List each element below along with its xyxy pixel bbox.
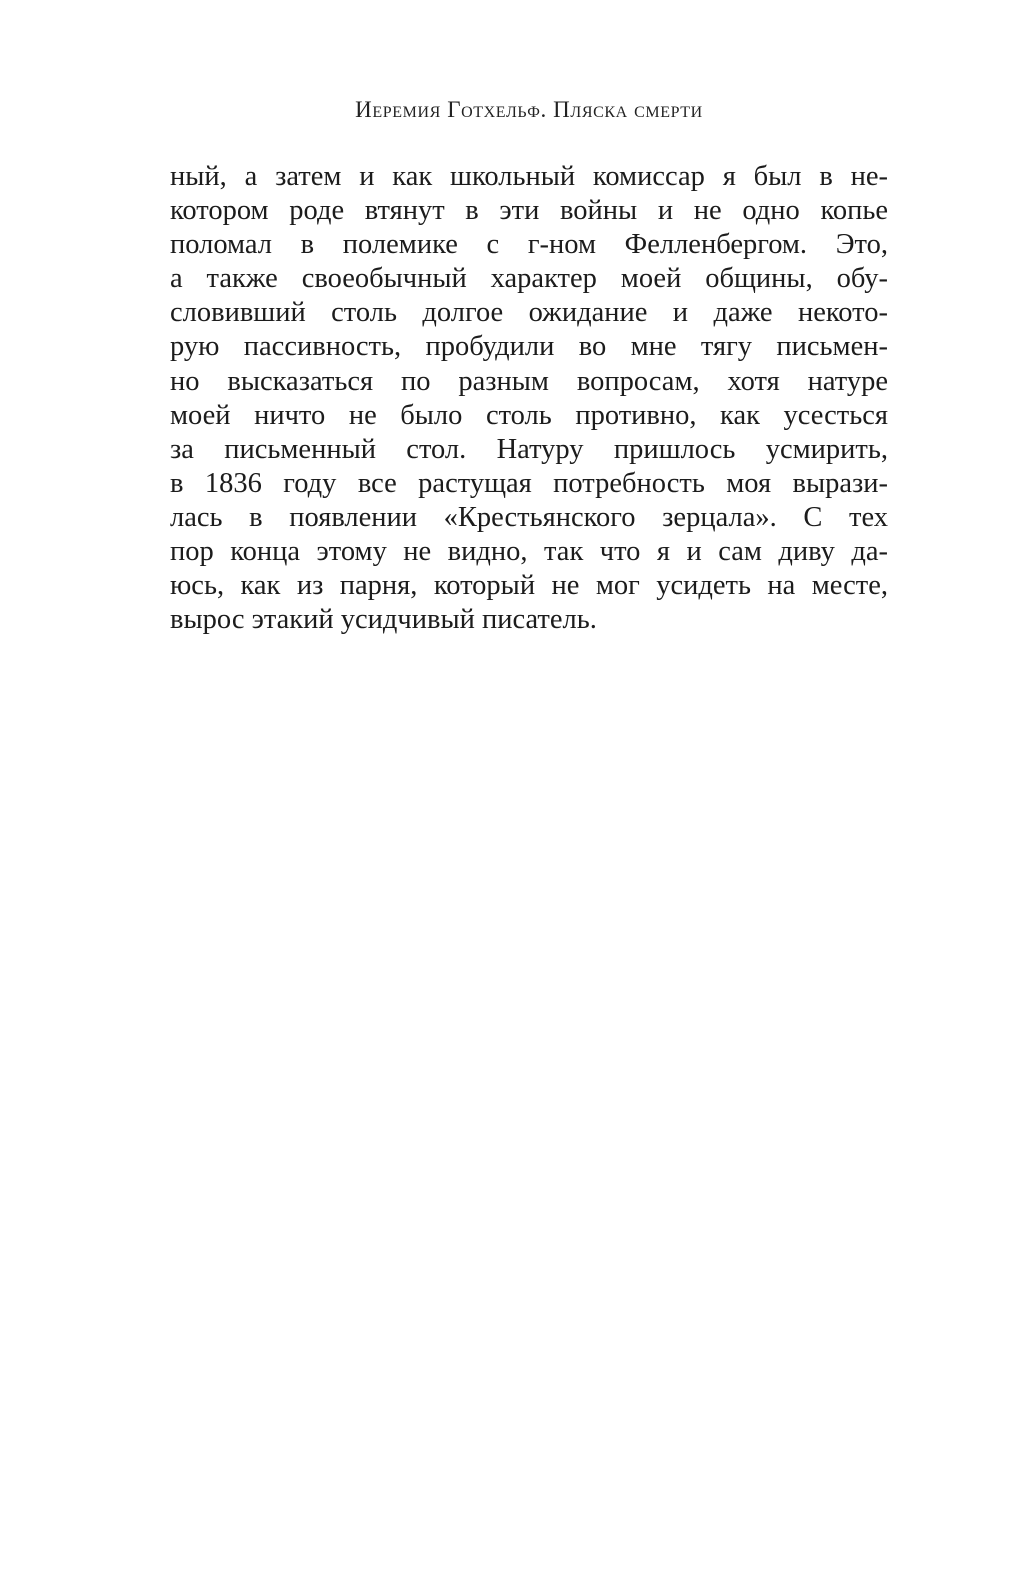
text-line: но высказаться по разным вопросам, хотя натуре: [170, 365, 888, 397]
running-head: Иеремия Готхельф. Пляска смерти: [355, 97, 703, 122]
text-line: за письменный стол. Натуру пришлось усмирить,: [170, 433, 888, 465]
text-line: ный, а затем и как школьный комиссар я был в не-: [170, 161, 888, 192]
text-line: поломал в полемике с г-ном Фелленбергом. Это,: [170, 229, 888, 261]
text-line: юсь, как из парня, который не мог усидеть на месте,: [170, 570, 888, 602]
text-line: словивший столь долгое ожидание и даже некото-: [170, 297, 888, 329]
text-line: рую пассивность, пробудили во мне тягу письмен-: [170, 331, 888, 363]
text-line: а также своеобычный характер моей общины, обу-: [170, 263, 888, 295]
body-text: [170, 160, 888, 637]
text-line: пор конца этому не видно, так что я и сам диву да-: [170, 536, 888, 568]
text-line: лась в появлении «Крестьянского зерцала». С тех: [170, 501, 888, 533]
text-line: моей ничто не было столь противно, как усесться: [170, 399, 888, 431]
text-line: котором роде втянут в эти войны и не одно копье: [170, 195, 888, 227]
text-line: вырос этакий усидчивый писатель.: [170, 604, 597, 636]
text-line: в 1836 году все растущая потребность моя вырази-: [170, 467, 888, 499]
